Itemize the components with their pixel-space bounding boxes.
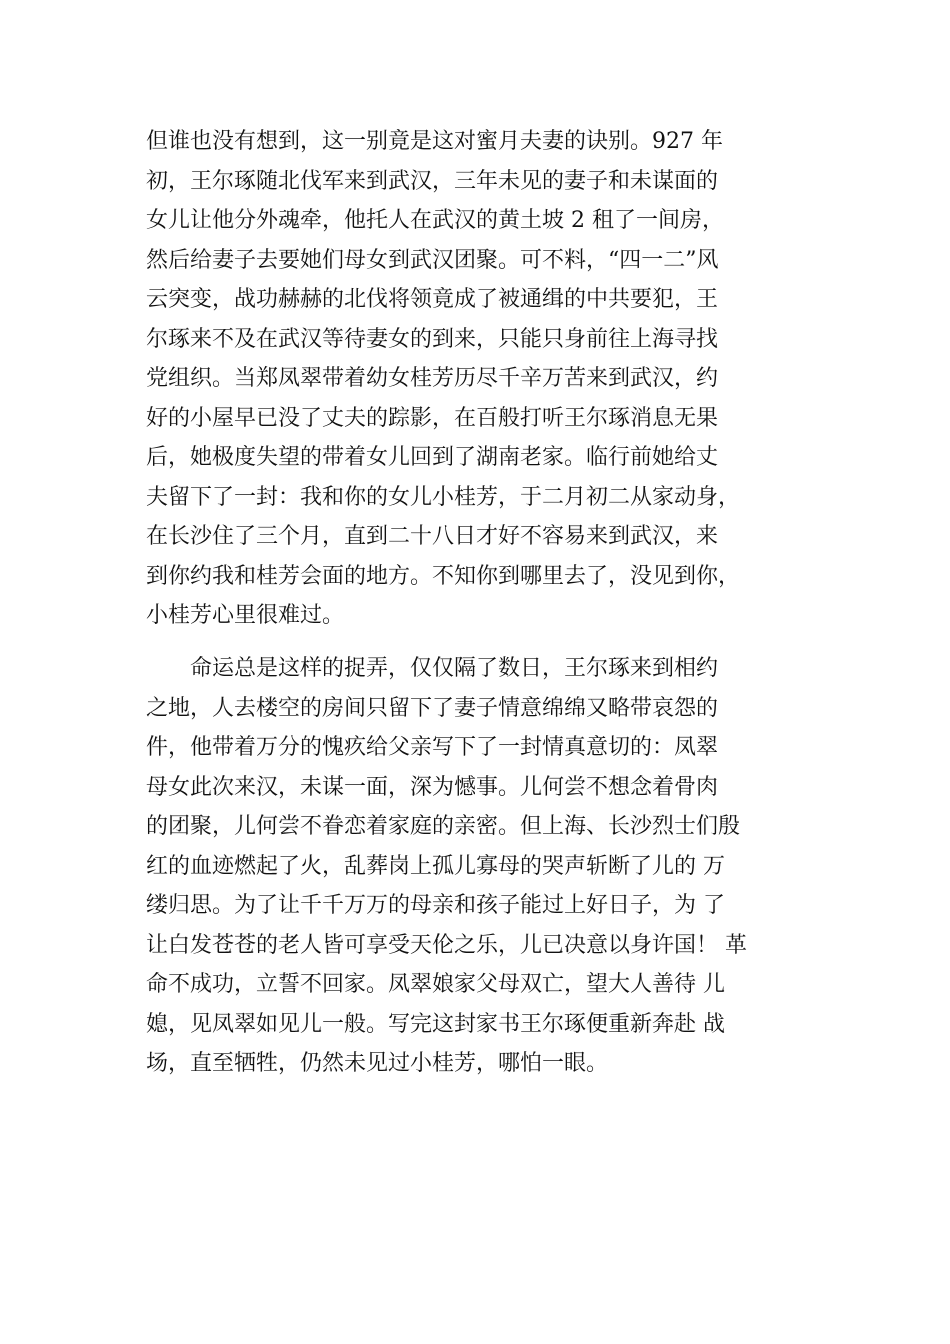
paragraph-2 <box>146 649 846 1084</box>
text-line: 初，王尔琢随北伐军来到武汉，三年未见的妻子和未谋面的 <box>146 168 719 194</box>
text-line: 尔琢来不及在武汉等待妻女的到来，只能只身前往上海寻找 <box>146 326 719 352</box>
text-line: 让白发苍苍的老人皆可享受天伦之乐，儿已决意以身许国！ 革 <box>146 932 747 958</box>
text-line: 媳，见凤翠如见儿一般。写完这封家书王尔琢便重新奔赴 战 <box>146 1011 725 1037</box>
text-line: 女儿让他分外魂牵，他托人在武汉的黄土坡 2 租了一间房， <box>146 208 724 233</box>
text-line: 党组织。当郑凤翠带着幼女桂芳历尽千辛万苦来到武汉，约 <box>146 366 719 391</box>
text-line: 的团聚，儿何尝不眷恋着家庭的亲密。但上海、长沙烈士们殷 <box>146 814 741 839</box>
text-line: 红的血迹燃起了火，乱葬岗上孤儿寡母的哭声斩断了儿的 万 <box>146 853 725 879</box>
text-line: 缕归思。为了让千千万万的母亲和孩子能过上好日子，为 了 <box>146 893 725 918</box>
text-line: 但谁也没有想到，这一别竟是这对蜜月夫妻的诀别。927 年 <box>146 129 723 154</box>
text-line: 夫留下了一封：我和你的女儿小桂芳，于二月初二从家动身， <box>146 484 741 510</box>
text-line: 云突变，战功赫赫的北伐将领竟成了被通缉的中共要犯，王 <box>146 287 719 312</box>
text-line: 命不成功，立誓不回家。凤翠娘家父母双亡，望大人善待 儿 <box>146 972 725 997</box>
text-line: 母女此次来汉，未谋一面，深为憾事。儿何尝不想念着骨肉 <box>146 774 719 800</box>
text-line: 然后给妻子去要她们母女到武汉团聚。可不料，“四一二”风 <box>146 247 719 273</box>
paragraph-1 <box>146 122 846 636</box>
text-line: 到你约我和桂芳会面的地方。不知你到哪里去了，没见到你， <box>146 563 741 589</box>
text-line: 之地，人去楼空的房间只留下了妻子情意绵绵又略带哀怨的 <box>146 695 719 721</box>
text-line: 后，她极度失望的带着女儿回到了湖南老家。临行前她给丈 <box>146 445 719 470</box>
text-line: 在长沙住了三个月，直到二十八日才好不容易来到武汉，来 <box>146 524 719 549</box>
text-line: 件，他带着万分的愧疚给父亲写下了一封情真意切的：凤翠 <box>146 735 719 760</box>
text-line: 场，直至牺牲，仍然未见过小桂芳，哪怕一眼。 <box>146 1051 609 1076</box>
text-line: 小桂芳心里很难过。 <box>146 603 345 628</box>
text-line: 好的小屋早已没了丈夫的踪影，在百般打听王尔琢消息无果 <box>146 405 719 431</box>
text-line: 命运总是这样的捉弄，仅仅隔了数日，王尔琢来到相约 <box>146 656 719 681</box>
